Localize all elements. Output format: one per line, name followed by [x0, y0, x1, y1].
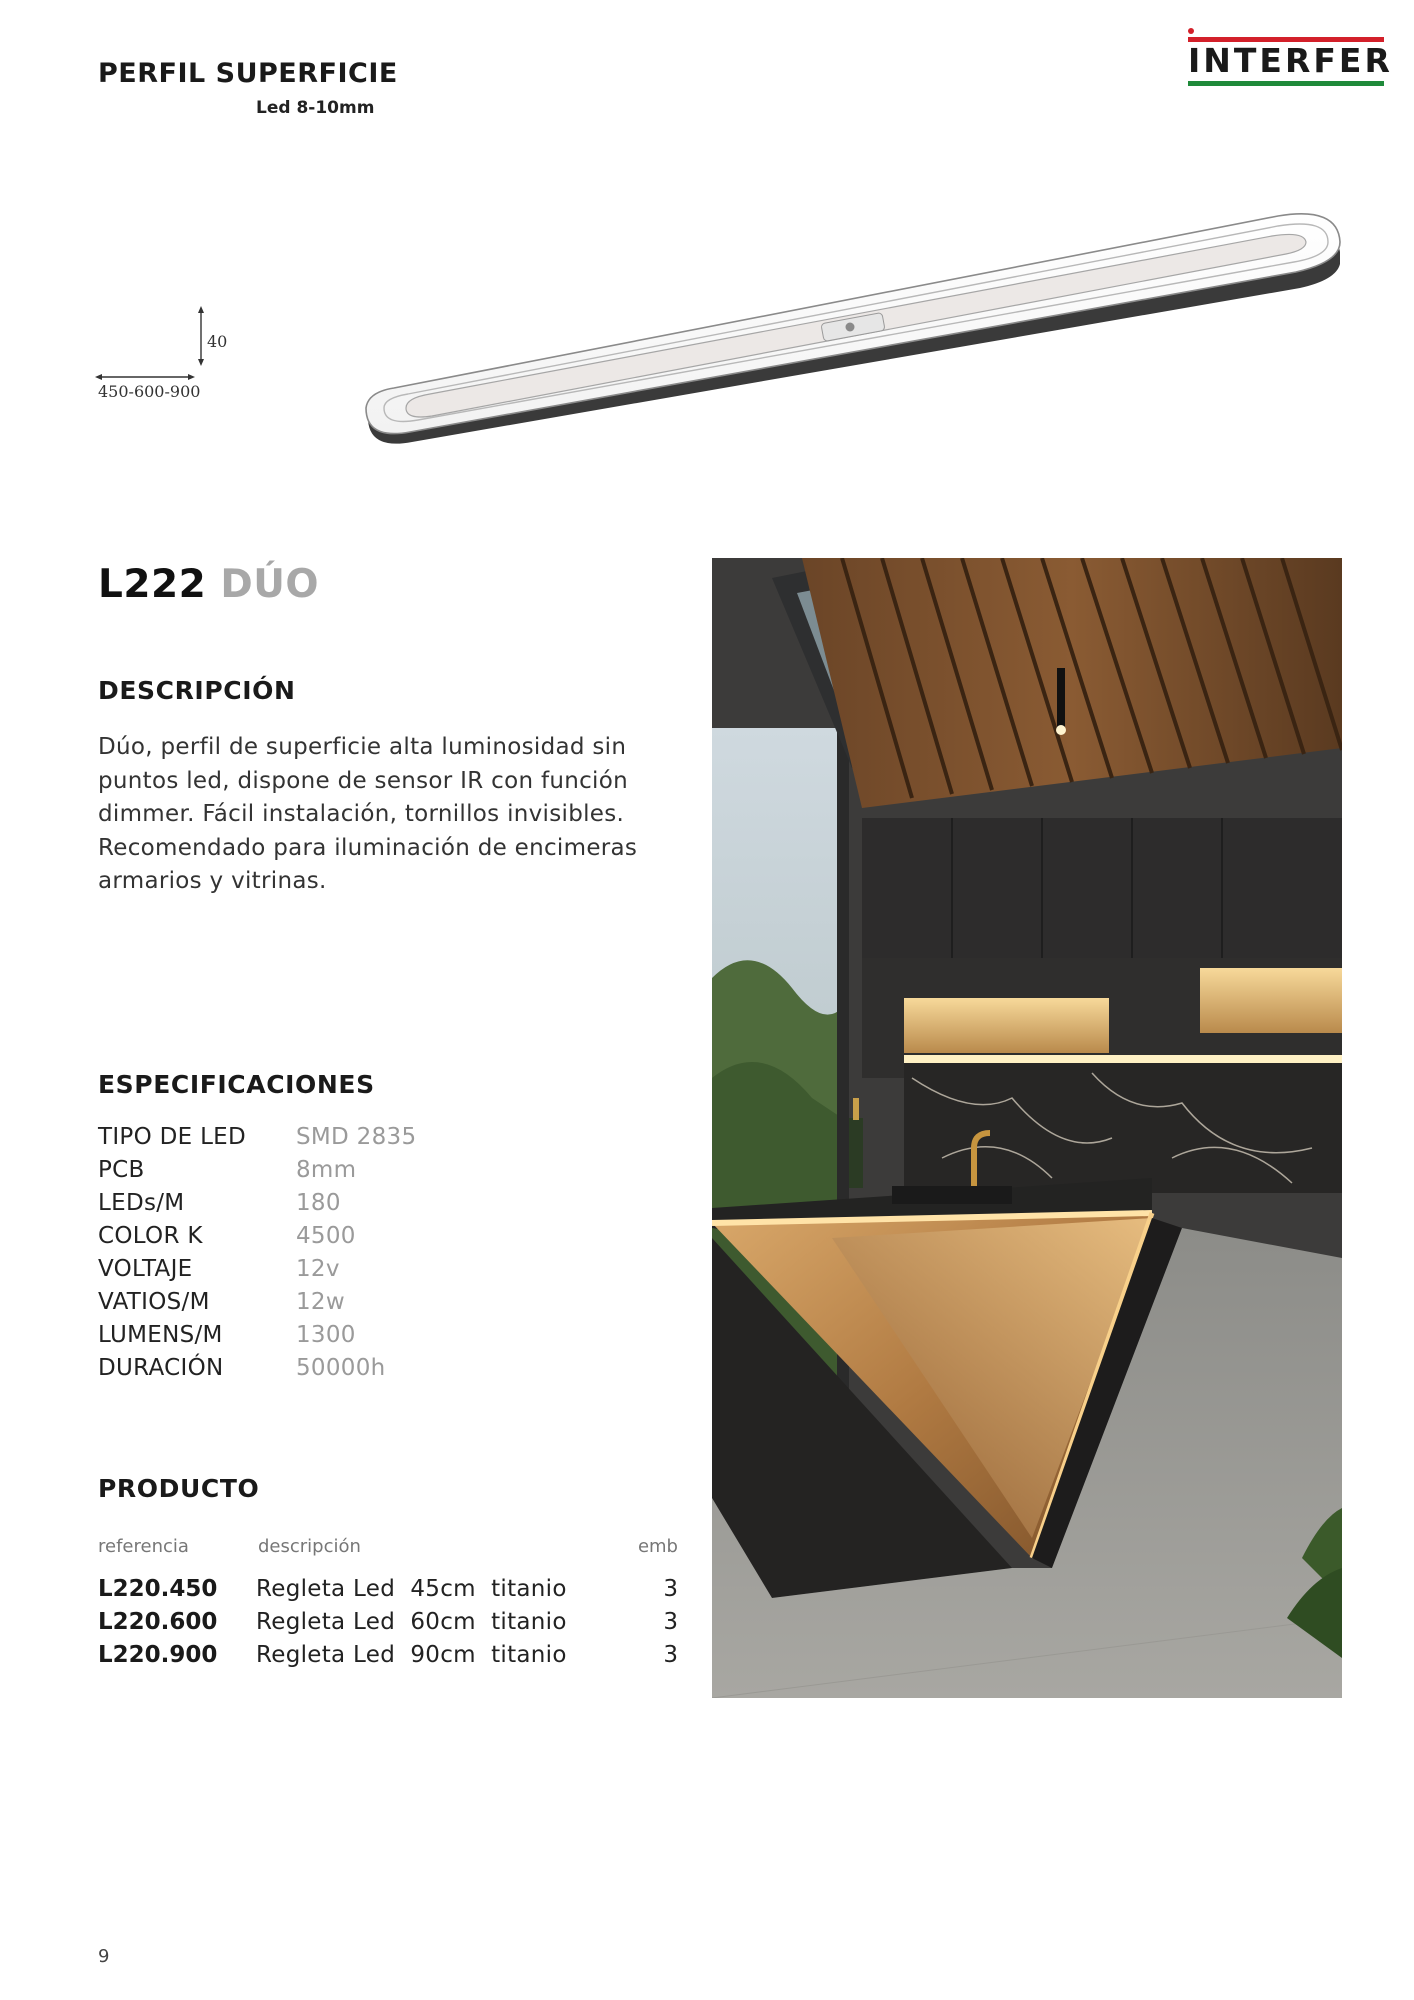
interfer-logo: [1188, 24, 1393, 86]
product-code: L222: [98, 562, 207, 607]
spec-value: 4500: [296, 1223, 356, 1249]
spec-label: COLOR K: [98, 1223, 203, 1249]
column-header-desc: descripción: [258, 1536, 361, 1557]
table-row: [98, 1576, 678, 1609]
spec-label: VOLTAJE: [98, 1256, 193, 1282]
product-emb: 3: [663, 1576, 678, 1602]
spec-label: TIPO DE LED: [98, 1124, 247, 1150]
spec-value: 8mm: [296, 1157, 357, 1183]
column-header-ref: referencia: [98, 1536, 189, 1557]
product-desc: Regleta Led 60cm titanio: [256, 1609, 567, 1635]
column-header-emb: emb: [637, 1536, 678, 1557]
product-desc: Regleta Led 45cm titanio: [256, 1576, 567, 1602]
specs-title: ESPECIFICACIONES: [98, 1070, 375, 1099]
description-title: DESCRIPCIÓN: [98, 676, 296, 705]
page-number: 9: [98, 1946, 110, 1967]
description-line: dimmer. Fácil instalación, tornillos invisibles.: [98, 801, 625, 827]
spec-value: SMD 2835: [296, 1124, 417, 1150]
product-name: DÚO: [220, 562, 320, 607]
description-text: [98, 731, 698, 899]
product-ref: L220.600: [98, 1609, 218, 1635]
length-label: 450-600-900: [98, 382, 201, 401]
spec-label: LEDs/M: [98, 1190, 185, 1216]
product-ref: L220.450: [98, 1576, 218, 1602]
spec-label: PCB: [98, 1157, 145, 1183]
logo-text: INTERFER: [1188, 41, 1393, 80]
led-profile-illustration: [360, 180, 1360, 460]
spec-value: 1300: [296, 1322, 356, 1348]
specs-table: [98, 1124, 498, 1394]
description-line: Recomendado para iluminación de encimeras: [98, 834, 638, 861]
description-line: armarios y vitrinas.: [98, 868, 327, 894]
spec-label: VATIOS/M: [98, 1289, 210, 1315]
spec-value: 12v: [296, 1256, 340, 1282]
spec-value: 50000h: [296, 1355, 386, 1381]
kitchen-photo: [712, 558, 1342, 1698]
height-label: 40: [207, 332, 228, 351]
table-row: [98, 1642, 678, 1675]
product-desc: Regleta Led 90cm titanio: [256, 1642, 567, 1668]
product-emb: 3: [663, 1642, 678, 1668]
page-subtitle: Led 8-10mm: [256, 98, 375, 118]
product-heading: [98, 562, 319, 607]
description-line: Dúo, perfil de superficie alta luminosidad sin: [98, 734, 627, 760]
description-line: puntos led, dispone de sensor IR con función: [98, 767, 628, 794]
product-table: [98, 1536, 678, 1676]
page-title: PERFIL SUPERFICIE: [98, 58, 398, 89]
table-row: [98, 1609, 678, 1642]
product-ref: L220.900: [98, 1642, 218, 1668]
product-table-title: PRODUCTO: [98, 1474, 260, 1503]
spec-label: DURACIÓN: [98, 1355, 224, 1381]
product-emb: 3: [663, 1609, 678, 1635]
spec-value: 12w: [296, 1289, 345, 1315]
spec-label: LUMENS/M: [98, 1322, 223, 1348]
spec-value: 180: [296, 1190, 341, 1216]
